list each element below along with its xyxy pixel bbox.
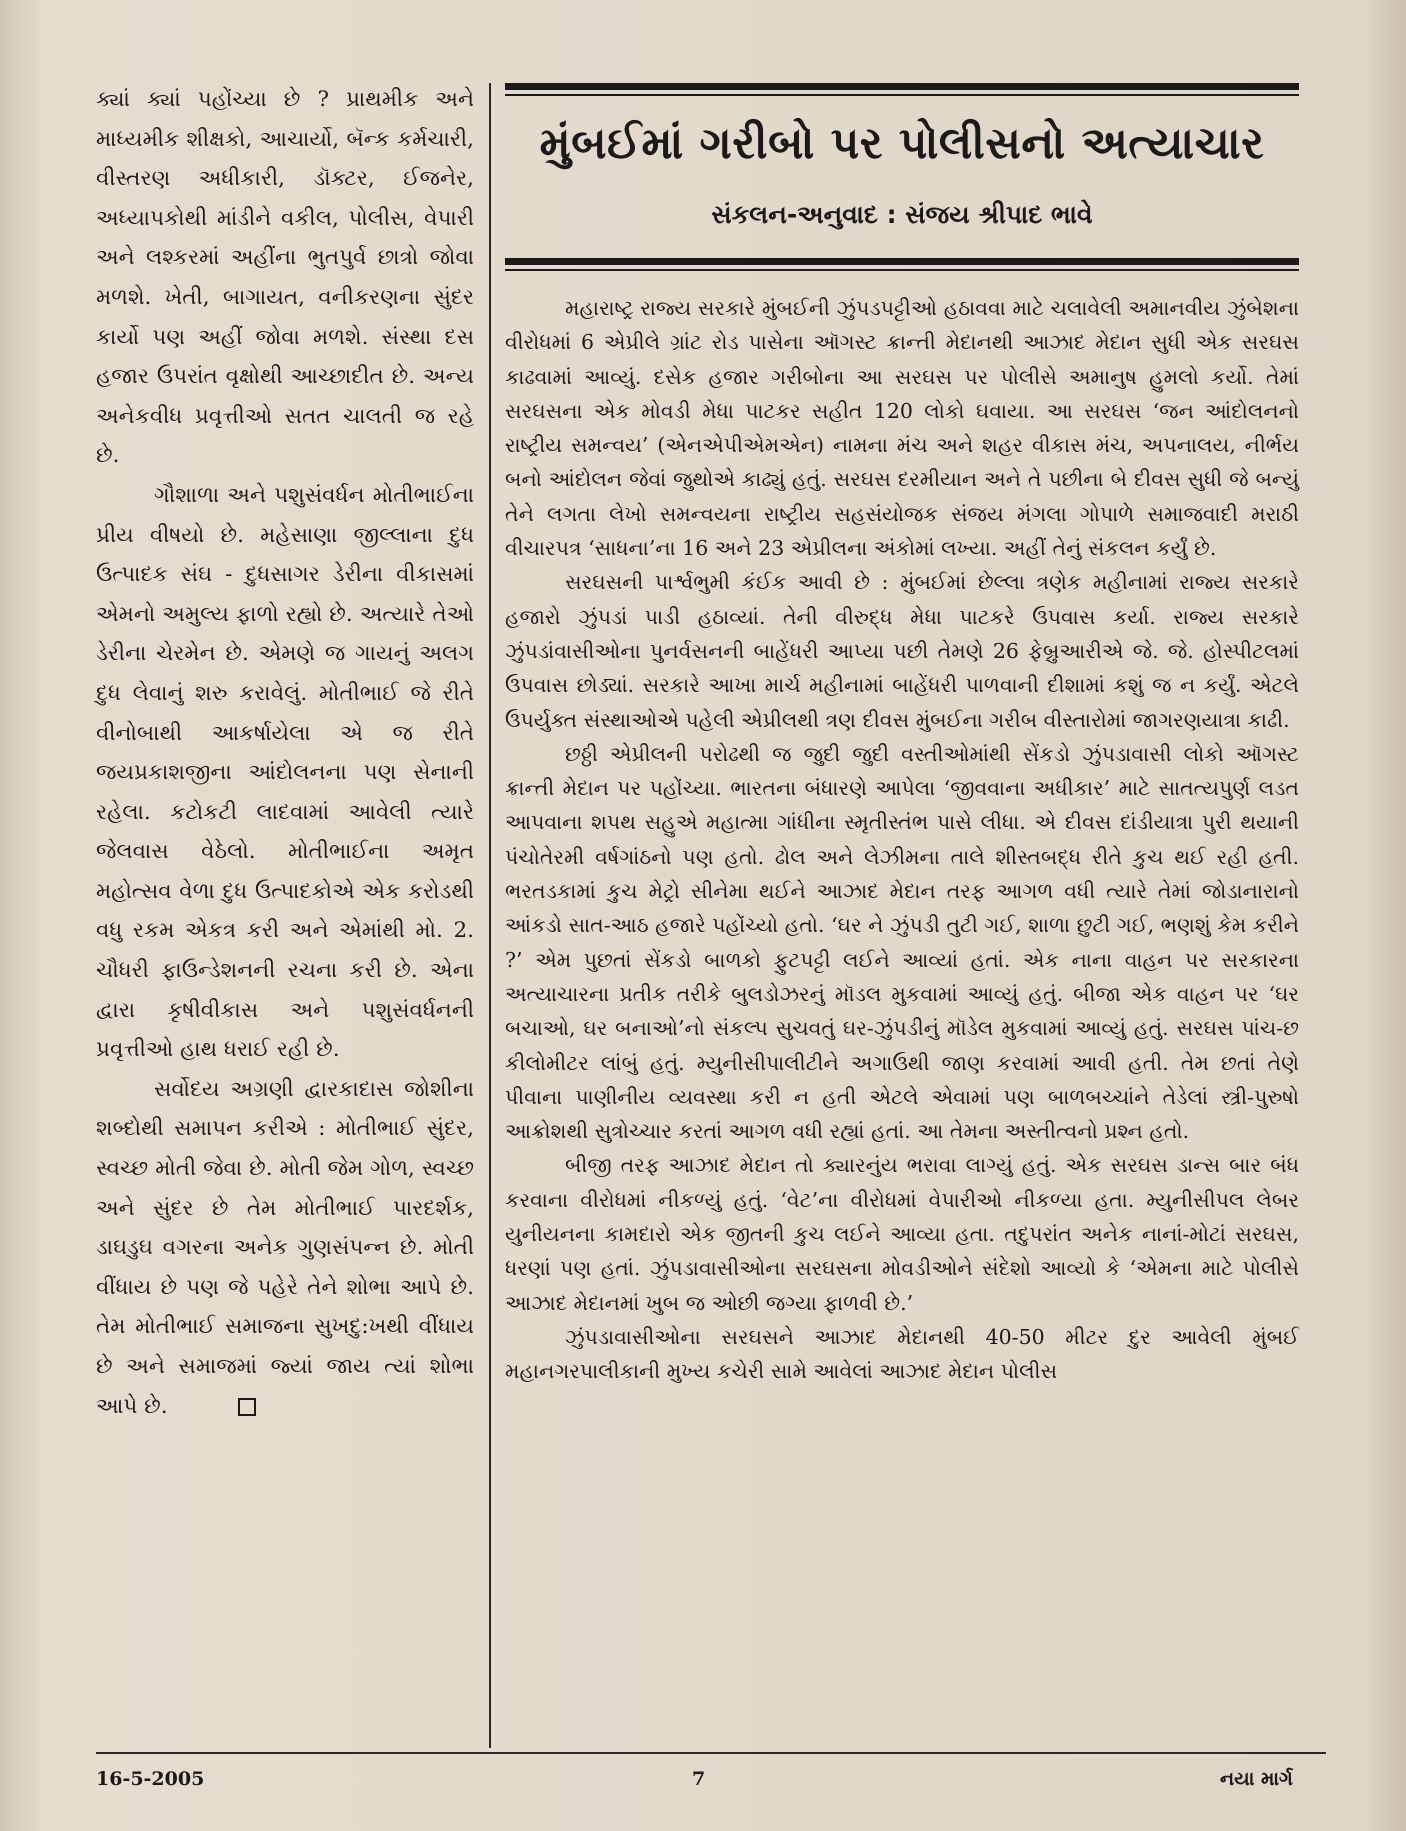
article-paragraph-5: ઝુંપડાવાસીઓના સરઘસને આઝાદ મેદાનથી 40-50 મીટર દુર આવેલી મુંબઈ મહાનગરપાલીકાની મુખ્ય કચેરી સામે આવેલાં આઝાદ મેદાન પોલીસ	[505, 1324, 1299, 1384]
left-paragraph-3	[96, 1070, 474, 1426]
footer-rule	[96, 1752, 1326, 1754]
end-of-article-mark	[238, 1398, 256, 1416]
article-headline: મુંબઈમાં ગરીબો પર પોલીસનો અત્યાચાર	[539, 118, 1265, 169]
article-paragraph-3: છઠ્ઠી એપ્રીલની પરોઢથી જ જુદી જુદી વસ્તીઓમાંથી સેંકડો ઝુંપડાવાસી લોકો ઑગસ્ટ ક્રાન્તી મેદાન પર પહોંચ્યા. ભારતના બંધારણે આપેલા ‘જીવવાના અધીકાર’ માટે સાતત્યપુર્ણ લડત આપવાના શપથ સહુએ મહાત્મા ગાંધીના સ્મૃતીસ્તંભ પાસે લીધા. એ દીવસ દાંડીયાત્રા પુરી થયાની પંચોતેરમી વર્ષગાંઠનો પણ હતો. ઢોલ અને લેઝીમના તાલે શીસ્તબદ્ધ રીતે કુચ થઈ રહી હતી. ભરતડકામાં કુચ મેટ્રો સીનેમા થઈને આઝાદ મેદાન તરફ આગળ વધી ત્યારે તેમાં જોડાનારાનો આંકડો સાત-આઠ હજારે પહોંચ્યો હતો. ‘ઘર ને ઝુંપડી તુટી ગઈ, શાળા છુટી ગઈ, ભણશું કેમ કરીને ?’ એમ પુછતાં સેંકડો બાળકો ફુટપટ્ટી લઈને આવ્યાં હતાં. એક નાના વાહન પર સરકારના અત્યાચારના પ્રતીક તરીકે બુલડોઝરનું મૉડલ મુકવામાં આવ્યું હતું. બીજા એક વાહન પર ‘ઘર બચાઓ, ઘર બનાઓ’નો સંકલ્પ સુચવતું ઘર-ઝુંપડીનું મૉડેલ મુકવામાં આવ્યું હતું. સરઘસ પાંચ-છ કીલોમીટર લાંબું હતું. મ્યુનીસીપાલીટીને અગાઉથી જાણ કરવામાં આવી હતી. તેમ છતાં તેણે પીવાના પાણીનીય વ્યવસ્થા કરી ન હતી એટલે એવામાં પણ બાળબચ્ચાંને તેડેલાં સ્ત્રી-પુરુષો આક્રોશથી સુત્રોચ્ચાર કરતાં આગળ વધી રહ્યાં હતાં. આ તેમના અસ્તીત્વનો પ્રશ્ન હતો.	[505, 741, 1299, 1144]
headline-top-rule-thin	[505, 94, 1299, 96]
article-paragraph-1: મહારાષ્ટ્ર રાજ્ય સરકારે મુંબઈની ઝુંપડપટ્ટીઓ હઠાવવા માટે ચલાવેલી અમાનવીય ઝુંબેશના વીરોધમાં 6 એપ્રીલે ગ્રાંટ રોડ પાસેના ઑગસ્ટ ક્રાન્તી મેદાનથી આઝાદ મેદાન સુધી એક સરઘસ કાઢવામાં આવ્યું. દસેક હજાર ગરીબોના આ સરઘસ પર પોલીસે અમાનુષ હુમલો કર્યો. તેમાં સરઘસના એક મોવડી મેધા પાટકર સહીત 120 લોકો ઘવાયા. આ સરઘસ ‘જન આંદોલનનો રાષ્ટ્રીય સમન્વય’ (એનએપીએમએન) નામના મંચ અને શહર વીકાસ મંચ, અપનાલય, નીર્ભય બનો આંદોલન જેવાં જુથોએ કાઢ્યું હતું. સરઘસ દરમીયાન અને તે પછીના બે દીવસ સુધી જે બન્યું તેને લગતા લેખો સમન્વયના રાષ્ટ્રીય સહસંયોજક સંજય મંગલા ગોપાળે સમાજવાદી મરાઠી વીચારપત્ર ‘સાધના’ના 16 અને 23 એપ્રીલના અંકોમાં લખ્યા. અહીં તેનું સંકલન કર્યું છે.	[505, 296, 1299, 561]
column-divider	[489, 83, 491, 1748]
headline-top-rule	[505, 83, 1299, 90]
left-paragraph-3-text: સર્વોદય અગ્રણી દ્વારકાદાસ જોશીના શબ્દોથી સમાપન કરીએ : મોતીભાઈ સુંદર, સ્વચ્છ મોતી જેવા છે. મોતી જેમ ગોળ, સ્વચ્છ અને સુંદર છે તેમ મોતીભાઈ પારદર્શક, ડાઘડુઘ વગરના અનેક ગુણસંપન્ન છે. મોતી વીંધાય છે પણ જે પહેરે તેને શોભા આપે છે. તેમ મોતીભાઈ સમાજના સુખદુ:ખથી વીંધાય છે અને સમાજમાં જ્યાં જાય ત્યાં શોભા આપે છે.	[96, 1076, 474, 1419]
article-paragraph-2: સરઘસની પાર્શ્વભુમી કંઈક આવી છે : મુંબઈમાં છેલ્લા ત્રણેક મહીનામાં રાજ્ય સરકારે હજારો ઝુંપડાં પાડી હઠાવ્યાં. તેની વીરુદ્ધ મેધા પાટકરે ઉપવાસ કર્યા. રાજ્ય સરકારે ઝુંપડાંવાસીઓના પુનર્વસનની બાહેંધરી આપ્યા પછી તેમણે 26 ફેબ્રુઆરીએ જે. જે. હોસ્પીટલમાં ઉપવાસ છોડ્યાં. સરકારે આખા માર્ચ મહીનામાં બાહેંધરી પાળવાની દીશામાં કશું જ ન કર્યું. એટલે ઉપર્યુક્ત સંસ્થાઓએ પહેલી એપ્રીલથી ત્રણ દીવસ મુંબઈના ગરીબ વીસ્તારોમાં જાગરણયાત્રા કાઢી.	[505, 570, 1299, 732]
headline-bottom-rule-thin	[505, 269, 1299, 271]
footer-date: 16-5-2005	[96, 1768, 205, 1790]
article	[505, 83, 1299, 1389]
headline-bottom-rule	[505, 258, 1299, 265]
publication-name: નયા માર્ગ	[1220, 1768, 1293, 1790]
article-body	[505, 291, 1299, 1389]
left-paragraph-2: ગૌશાળા અને પશુસંવર્ધન મોતીભાઈના પ્રીય વીષયો છે. મહેસાણા જીલ્લાના દુધ ઉત્પાદક સંઘ - દુધસાગર ડેરીના વીકાસમાં એમનો અમુલ્ય ફાળો રહ્યો છે. અત્યારે તેઓ ડેરીના ચેરમેન છે. એમણે જ ગાયનું અલગ દુધ લેવાનું શરુ કરાવેલું. મોતીભાઈ જે રીતે વીનોબાથી આકર્ષાયેલા એ જ રીતે જયપ્રકાશજીના આંદોલનના પણ સેનાની રહેલા. કટોકટી લાદવામાં આવેલી ત્યારે જેલવાસ વેઠેલો. મોતીભાઈના અમૃત મહોત્સવ વેળા દુધ ઉત્પાદકોએ એક કરોડથી વધુ રકમ એકત્ર કરી અને એમાંથી મો. 2. ચૌધરી ફાઉન્ડેશનની રચના કરી છે. એના દ્વારા કૃષીવીકાસ અને પશુસંવર્ધનની પ્રવૃત્તીઓ હાથ ધરાઈ રહી છે.	[96, 482, 474, 1063]
article-byline: સંકલન-અનુવાદ : સંજય શ્રીપાદ ભાવે	[711, 200, 1093, 229]
page-number: 7	[692, 1768, 706, 1790]
left-paragraph-1: ક્યાં ક્યાં પહોંચ્યા છે ? પ્રાથમીક અને માધ્યમીક શીક્ષકો, આચાર્યો, બૅન્ક કર્મચારી, વીસ્તરણ અધીકારી, ડૉક્ટર, ઈજનેર, અધ્યાપકોથી માંડીને વકીલ, પોલીસ, વેપારી અને લશ્કરમાં અહીંના ભુતપુર્વ છાત્રો જોવા મળશે. ખેતી, બાગાયત, વનીકરણના સુંદર કાર્યો પણ અહીં જોવા મળશે. સંસ્થા દસ હજાર ઉપરાંત વૃક્ષોથી આચ્છાદીત છે. અન્ય અનેકવીધ પ્રવૃત્તીઓ સતત ચાલતી જ રહે છે.	[96, 87, 474, 469]
article-paragraph-4: બીજી તરફ આઝાદ મેદાન તો ક્યારનુંય ભરાવા લાગ્યું હતું. એક સરઘસ ડાન્સ બાર બંધ કરવાના વીરોધમાં નીકળ્યું હતું. ‘વેટ’ના વીરોધમાં વેપારીઓ નીકળ્યા હતા. મ્યુનીસીપલ લેબર યુનીયનના કામદારો એક જીતની કુચ લઈને આવ્યા હતા. તદુપરાંત અનેક નાનાં-મોટાં સરઘસ, ધરણાં પણ હતાં. ઝુંપડાવાસીઓના સરઘસના મોવડીઓને સંદેશો આવ્યો કે ‘એમના માટે પોલીસે આઝાદ મેદાનમાં ખુબ જ ઓછી જગ્યા ફાળવી છે.’	[505, 1153, 1299, 1315]
left-column	[96, 80, 474, 1426]
